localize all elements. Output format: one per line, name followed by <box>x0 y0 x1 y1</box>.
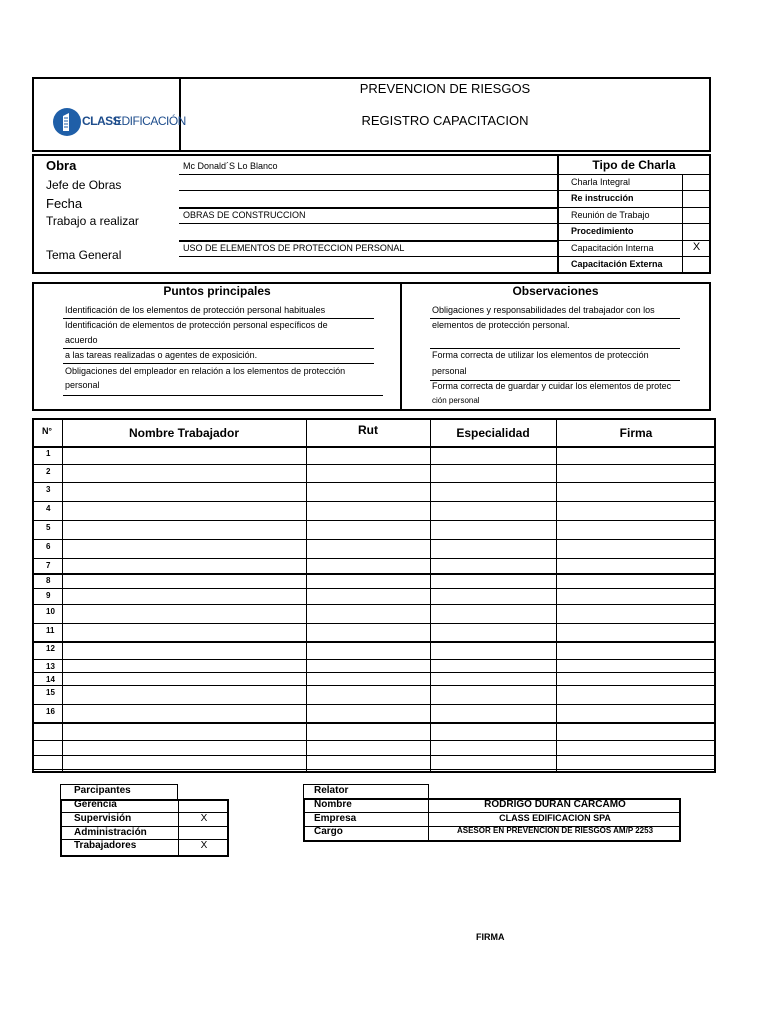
obs-line-text: personal <box>432 366 467 376</box>
relator-title: Relator <box>314 785 349 796</box>
puntos-rule <box>63 395 383 396</box>
puntos-line-text: personal <box>65 380 100 390</box>
puntos-rule <box>63 318 374 319</box>
title-prevencion: PREVENCION DE RIESGOS <box>359 81 531 96</box>
workers-row-line <box>32 539 716 540</box>
info-line <box>179 240 557 242</box>
tipo-charla-title: Tipo de Charla <box>592 158 676 172</box>
puntos-rule <box>63 363 374 364</box>
workers-row-number: 12 <box>46 644 55 653</box>
tipo-item-mark: X <box>692 241 701 253</box>
label-jefe: Jefe de Obras <box>46 178 122 192</box>
workers-row-line <box>32 588 716 589</box>
workers-row-number: 13 <box>46 662 55 671</box>
puntos-line-text: a las tareas realizadas o agentes de exposición. <box>65 350 258 360</box>
relator-label: Nombre <box>314 799 352 810</box>
relator-value: CLASS EDIFICACION SPA <box>499 813 611 823</box>
tipo-line <box>558 174 710 175</box>
obs-rule <box>430 348 680 349</box>
participantes-table <box>60 784 229 857</box>
workers-row-number: 2 <box>46 467 51 476</box>
workers-row-line <box>32 740 716 741</box>
logo-building-icon <box>52 107 82 137</box>
value-obra: Mc Donald´S Lo Blanco <box>183 161 278 171</box>
workers-row-line <box>32 520 716 521</box>
tipo-item-label: Capacitación Externa <box>571 259 663 269</box>
tipo-line <box>558 256 710 257</box>
workers-row-number: 8 <box>46 576 51 585</box>
relator-value: RODRIGO DURAN CARCAMO <box>484 799 626 810</box>
tipo-line <box>558 223 710 224</box>
relator-value: ASESOR EN PREVENCION DE RIESGOS AM/P 2253 <box>456 826 654 835</box>
observaciones-title: Observaciones <box>512 284 599 298</box>
puntos-line-text: Identificación de los elementos de protección personal habituales <box>65 305 326 315</box>
workers-row-line <box>32 672 716 673</box>
puntos-box <box>32 282 402 411</box>
puntos-line-text: Identificación de elementos de protección personal específicos de <box>65 320 328 330</box>
workers-row-line <box>32 573 716 575</box>
obs-line-text: Forma correcta de utilizar los elementos de protección <box>432 350 649 360</box>
workers-row-number: 4 <box>46 504 51 513</box>
title-registro: REGISTRO CAPACITACION <box>361 113 529 128</box>
tipo-item-label: Reunión de Trabajo <box>571 210 650 220</box>
workers-row-number: 7 <box>46 561 51 570</box>
workers-header-2: Nombre Trabajador <box>128 426 240 440</box>
workers-row-line <box>32 623 716 624</box>
participante-label: Supervisión <box>74 813 132 824</box>
logo-text-class: CLASS <box>82 114 121 128</box>
company-logo <box>50 105 186 139</box>
workers-row-line <box>32 482 716 483</box>
workers-header-4: Especialidad <box>456 426 530 440</box>
tipo-line <box>558 190 710 191</box>
participante-mark: X <box>200 813 208 824</box>
workers-row-line <box>32 755 716 756</box>
participante-label: Gerencia <box>74 799 117 810</box>
obs-line-text: ción personal <box>432 396 480 405</box>
workers-column-divider <box>430 418 431 773</box>
workers-grid <box>32 418 716 773</box>
workers-row-number: 9 <box>46 591 51 600</box>
workers-row-number: 1 <box>46 449 51 458</box>
info-line <box>179 223 557 224</box>
value-tema: USO DE ELEMENTOS DE PROTECCION PERSONAL <box>183 243 405 253</box>
info-line <box>179 190 557 191</box>
workers-table <box>32 418 716 773</box>
tipo-item-label: Capacitación Interna <box>571 243 654 253</box>
relator-table <box>303 784 681 842</box>
workers-header-1: N° <box>41 426 53 436</box>
relator-label: Cargo <box>314 826 343 837</box>
firma-label: FIRMA <box>476 932 505 942</box>
workers-row-line <box>32 446 716 448</box>
tipo-line <box>558 207 710 208</box>
workers-row-number: 3 <box>46 485 51 494</box>
info-line <box>179 256 557 257</box>
workers-row-line <box>32 558 716 559</box>
workers-row-number: 11 <box>46 626 55 635</box>
relator-label: Empresa <box>314 813 357 824</box>
workers-column-divider <box>306 418 307 773</box>
workers-row-number: 5 <box>46 523 51 532</box>
value-trabajo: OBRAS DE CONSTRUCCION <box>183 210 306 220</box>
tipo-item-label: Re instrucción <box>571 193 634 203</box>
puntos-rule <box>63 348 374 349</box>
workers-row-line <box>32 641 716 643</box>
participante-mark: X <box>200 840 208 851</box>
workers-row-number: 16 <box>46 707 55 716</box>
workers-row-line <box>32 685 716 686</box>
puntos-line-text: Obligaciones del empleador en relación a los elementos de protección <box>65 366 346 376</box>
observaciones-box <box>400 282 711 411</box>
workers-row-line <box>32 722 716 724</box>
obs-line-text: Forma correcta de guardar y cuidar los elementos de protec <box>432 381 672 391</box>
workers-column-divider <box>556 418 557 773</box>
obs-line-text: elementos de protección personal. <box>432 320 570 330</box>
workers-row-line <box>32 704 716 705</box>
label-fecha: Fecha <box>46 196 83 211</box>
participante-label: Administración <box>74 827 147 838</box>
tipo-item-label: Charla Integral <box>571 177 631 187</box>
workers-row-line <box>32 464 716 465</box>
info-line <box>179 207 557 209</box>
label-tema: Tema General <box>46 248 122 262</box>
puntos-title: Puntos principales <box>163 284 271 298</box>
participante-label: Trabajadores <box>74 840 137 851</box>
workers-row-line <box>32 659 716 660</box>
obs-line-text: Obligaciones y responsabilidades del trabajador con los <box>432 305 655 315</box>
logo-text-edificacion: EDIFICACIÓN <box>114 114 186 128</box>
workers-header-3: Rut <box>358 423 378 437</box>
label-obra: Obra <box>46 158 77 173</box>
info-line <box>179 174 557 175</box>
workers-row-line <box>32 501 716 502</box>
workers-row-number: 14 <box>46 675 55 684</box>
workers-row-number: 15 <box>46 688 55 697</box>
workers-row-number: 6 <box>46 542 51 551</box>
tipo-item-label: Procedimiento <box>571 226 634 236</box>
workers-column-divider <box>62 418 63 773</box>
workers-table-border <box>32 418 716 773</box>
puntos-line-text: acuerdo <box>65 335 98 345</box>
obs-rule <box>430 318 680 319</box>
workers-header-5: Firma <box>619 426 653 440</box>
workers-row-line <box>32 604 716 605</box>
workers-row-number: 10 <box>46 607 55 616</box>
label-trabajo: Trabajo a realizar <box>46 214 139 228</box>
participantes-title: Parcipantes <box>74 785 131 796</box>
workers-row-line <box>32 769 716 770</box>
